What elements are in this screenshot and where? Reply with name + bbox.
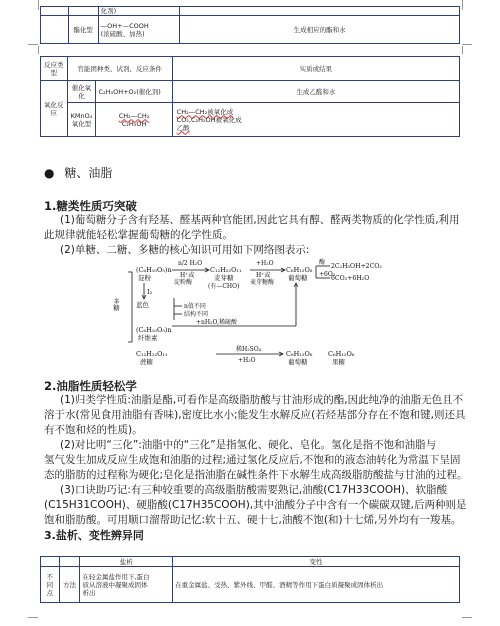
sugar-network-diagram	[112, 258, 382, 370]
cell-formula	[96, 103, 172, 137]
crop-mark	[462, 44, 472, 45]
cell-text: 乙酸	[176, 123, 190, 132]
diagram-reagent: 稀H₂SO₄	[236, 346, 262, 353]
diagram-label: 多糖	[112, 298, 120, 311]
cell-text: —OH+—COOH	[100, 21, 149, 30]
cell-text: 生成相应的酯和水	[180, 16, 460, 44]
cell-text: 不	[46, 572, 54, 581]
diagram-reagent: I₂	[147, 288, 153, 296]
paragraph-line: 有不饱和烃的性质)。	[44, 424, 143, 436]
paragraph-line: 溶于水(常见食用油脂有香味),密度比水小;能发生水解反应(若烃基部分存在不饱和键,则还具	[44, 409, 466, 421]
cell-text: CH₂—CH₂被氧化成	[176, 107, 234, 116]
bullet-icon: ●	[44, 166, 55, 180]
cell-text: 在轻金属盐作用下,蛋白	[82, 572, 150, 581]
crop-mark	[28, 44, 38, 45]
paragraph-line: 此规律就能轻松掌握葡萄糖的化学性质。	[44, 229, 233, 241]
cell-text: 同	[46, 580, 54, 589]
diagram-note: 结构不同	[184, 311, 209, 318]
diagram-condition: 淀粉酶	[174, 279, 193, 286]
cell-text: C₂H₅OH+O₂(催化剂)	[96, 81, 172, 103]
section-title-oils: 2.油脂性质轻松学	[44, 379, 137, 393]
diagram-reagent: +H₂O	[238, 357, 256, 364]
diagram-reagent: +H₂O	[256, 260, 274, 267]
bullet-heading	[44, 164, 112, 181]
heading-text: 糖、油脂	[64, 166, 113, 180]
section-title-sugars: 1.糖类性质巧突破	[44, 199, 137, 213]
cell-text: 酯化型	[68, 16, 98, 44]
diagram-note: n值不同	[184, 303, 206, 310]
cell-text: KMnO₄氧化型	[67, 103, 96, 137]
header-cell: 官能团种类、试剂、反应条件	[67, 57, 172, 81]
diagram-label: 纤维素	[138, 334, 158, 342]
diagram-label: 葡萄糖	[288, 274, 308, 282]
diagram-formula: C₆H₁₂O₆	[286, 266, 313, 274]
paragraph-line: (1)归类学性质:油脂是酯,可看作是高级脂肪酸与甘油形成的酯,因此纯净的油脂无色且不	[60, 394, 464, 406]
crop-mark	[462, 46, 463, 54]
group-label: 氧化反应	[41, 81, 68, 137]
cell-text: CO₂,C₂H₅OH被氧化成	[176, 115, 242, 124]
section-title-salting: 3.盐析、变性辨异同	[44, 529, 144, 542]
crop-mark	[28, 617, 38, 618]
header-cell: 反应类型	[41, 57, 68, 81]
cell-formula	[98, 16, 180, 44]
diagram-label: 果糖	[332, 358, 345, 366]
diagram-reagent: n/2 H₂O	[178, 260, 203, 267]
diagram-reagent: +nH₂O,稀硫酸	[196, 319, 238, 326]
brace-line	[128, 272, 132, 342]
diagram-label: 蔗糖	[140, 358, 153, 366]
comparison-table	[40, 556, 460, 603]
header-cell: 盐析	[80, 557, 173, 567]
diagram-condition: H⁺或	[256, 272, 271, 279]
crop-mark	[462, 617, 472, 618]
diagram-formula: C₆H₁₂O₆	[328, 350, 355, 358]
diagram-product: 2C₂H₅OH+2CO₂	[331, 263, 382, 270]
cell-text: 点	[46, 588, 54, 597]
paragraph-line: 氢气发生加成反应生成饱和油脂的过程;通过氢化反应后,不饱和的液态油转化为常温下呈固	[44, 454, 461, 466]
header-cell: 变性	[173, 557, 460, 567]
diagram-condition: H⁺或	[180, 272, 195, 279]
cell-text: 在重金属盐、受热、紫外线、甲醛、酒精等作用下蛋白质凝聚成固体析出	[173, 567, 460, 603]
diagram-condition: 麦芽糖酶	[250, 279, 275, 286]
cell-text: CH₂—CH₂	[118, 111, 150, 120]
cell-text: 催化氧化	[67, 81, 96, 103]
diagram-formula: (C₆H₁₀O₅)n	[136, 266, 172, 274]
diagram-note: (有—CHO)	[208, 283, 240, 290]
diagram-label: 葡萄糖	[288, 358, 308, 366]
side-label	[41, 567, 60, 603]
paragraph-line: (2)对比明“三化”:油脂中的“三化”是指氢化、硬化、皂化。氢化是指不饱和油脂与	[60, 439, 437, 451]
cell-text: 化剂)	[98, 7, 180, 16]
cell-text: 析出	[82, 588, 96, 597]
cell-text: C₂H₅OH	[121, 119, 147, 128]
cell-salting	[80, 567, 173, 603]
header-cell: 实质或结果	[172, 57, 459, 81]
paragraph-line: (C15H31COOH)、硬脂酸(C17H35COOH),其中油酸分子中含有一个碳碳双键,后两种则是	[44, 499, 467, 511]
paragraph-line: (3)口诀助巧记:有三种较重要的高级脂肪酸需要熟记,油酸(C17H33COOH)、软脂酸	[60, 484, 448, 496]
reaction-table	[40, 56, 460, 137]
diagram-product: 6CO₂+6H₂O	[331, 275, 370, 282]
paragraph-line: (2)单糖、二糖、多糖的核心知识可用如下网络图表示:	[60, 244, 310, 256]
diagram-formula: C₁₂H₂₂O₁₁	[210, 266, 242, 274]
crop-mark	[38, 0, 39, 10]
paragraph-line: (1)葡萄糖分子含有羟基、醛基两种官能团,因此它具有醇、醛两类物质的化学性质,利用	[60, 214, 460, 226]
crop-mark	[462, 0, 463, 10]
diagram-reagent: +6O₂	[319, 271, 336, 278]
diagram-formula: C₆H₁₂O₆	[286, 350, 313, 358]
cell-text: 方法	[59, 567, 80, 603]
paragraph-line: 态的脂肪的过程称为硬化;皂化是指油脂在碱性条件下水解生成高级脂肪酸盐与甘油的过程。	[44, 469, 468, 481]
cell-text: 质从溶液中凝聚成固体	[82, 580, 148, 589]
diagram-label: 淀粉	[138, 274, 151, 282]
cell-text: 生成乙醛和水	[172, 81, 459, 103]
diagram-label: 蓝色	[136, 301, 149, 309]
cell-text: (浓硫酸、加热)	[100, 29, 145, 38]
diagram-formula: C₁₂H₂₂O₁₁	[136, 350, 168, 358]
top-table	[40, 6, 460, 44]
crop-mark	[38, 46, 39, 54]
cell-result	[172, 103, 459, 137]
diagram-condition: 酶	[319, 259, 326, 266]
paragraph-line: 饱和脂肪酸。可用顺口溜帮助记忆:软十五、硬十七,油酸不饱(和)十七烯,另外均有一羧基。	[44, 514, 462, 526]
diagram-formula: (C₆H₁₀O₅)n	[136, 326, 172, 334]
diagram-label: 麦芽糖	[214, 274, 234, 282]
